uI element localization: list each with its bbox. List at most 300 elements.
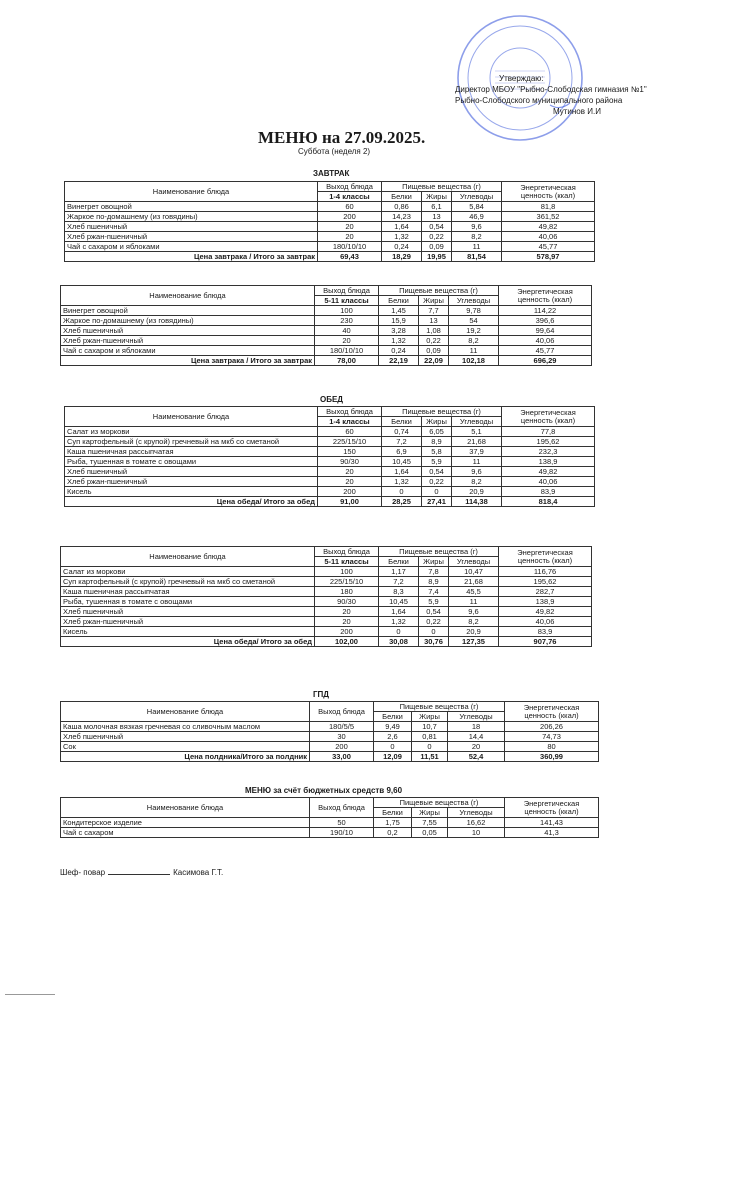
- table-row: [65, 222, 595, 232]
- col-header-carbs: Углеводы: [452, 192, 502, 202]
- col-header-fat: Жиры: [419, 557, 449, 567]
- dish-name: Кисель: [61, 627, 315, 637]
- dish-name: Хлеб пшеничный: [65, 222, 318, 232]
- dish-name: Кисель: [65, 487, 318, 497]
- fat-value: 6,05: [422, 427, 452, 437]
- dish-name: Хлеб пшеничный: [65, 467, 318, 477]
- col-header-name: Наименование блюда: [65, 407, 318, 427]
- energy-value: 206,26: [505, 722, 599, 732]
- col-header-yield: Выход блюда: [315, 286, 379, 296]
- dish-name: Салат из моркови: [65, 427, 318, 437]
- table-row: [61, 577, 592, 587]
- energy-value: 81,8: [502, 202, 595, 212]
- col-header-name: Наименование блюда: [61, 286, 315, 306]
- carbs-value: 9,6: [449, 607, 499, 617]
- protein-value: 6,9: [382, 447, 422, 457]
- section-title-budget: МЕНЮ за счёт бюджетных средств 9,60: [245, 786, 403, 795]
- protein-value: 1,64: [382, 222, 422, 232]
- table-row: [65, 202, 595, 212]
- header-row: [61, 702, 599, 712]
- total-carbs: 52,4: [448, 752, 505, 762]
- fat-value: 0,22: [419, 336, 449, 346]
- total-price: 69,43: [318, 252, 382, 262]
- carbs-value: 19,2: [449, 326, 499, 336]
- dish-name: Хлеб пшеничный: [61, 607, 315, 617]
- table-row: [65, 447, 595, 457]
- fat-value: 5,8: [422, 447, 452, 457]
- dish-yield: 60: [318, 202, 382, 212]
- chef-name: Касимова Г.Т.: [173, 868, 224, 877]
- protein-value: 1,32: [382, 232, 422, 242]
- total-carbs: 102,18: [449, 356, 499, 366]
- carbs-value: 8,2: [452, 232, 502, 242]
- protein-value: 0: [379, 627, 419, 637]
- approval-line-1: Утверждаю:: [499, 74, 544, 83]
- carbs-value: 37,9: [452, 447, 502, 457]
- protein-value: 14,23: [382, 212, 422, 222]
- col-header-energy: Энергетическая ценность (ккал): [505, 702, 599, 722]
- header-row: [65, 407, 595, 417]
- protein-value: 0,2: [374, 828, 412, 838]
- protein-value: 0,24: [382, 242, 422, 252]
- dish-yield: 200: [318, 487, 382, 497]
- dish-name: Жаркое по-домашнему (из говядины): [65, 212, 318, 222]
- protein-value: 1,32: [379, 336, 419, 346]
- carbs-value: 5,1: [452, 427, 502, 437]
- energy-value: 40,06: [499, 336, 592, 346]
- dish-name: Хлеб ржан-пшеничный: [65, 232, 318, 242]
- table-row: [61, 587, 592, 597]
- dish-name: Чай с сахаром: [61, 828, 310, 838]
- scan-edge-line: [5, 994, 55, 995]
- total-protein: 12,09: [374, 752, 412, 762]
- dish-yield: 90/30: [318, 457, 382, 467]
- col-header-name: Наименование блюда: [61, 798, 310, 818]
- protein-value: 15,9: [379, 316, 419, 326]
- energy-value: 99,64: [499, 326, 592, 336]
- col-header-carbs: Углеводы: [448, 712, 505, 722]
- carbs-value: 21,68: [449, 577, 499, 587]
- protein-value: 10,45: [382, 457, 422, 467]
- energy-value: 195,62: [499, 577, 592, 587]
- menu-table-snack: [60, 701, 599, 762]
- approval-line-4: Мутинов И.И: [553, 107, 601, 116]
- dish-yield: 200: [315, 627, 379, 637]
- carbs-value: 10: [448, 828, 505, 838]
- col-header-energy: Энергетическая ценность (ккал): [499, 547, 592, 567]
- total-row: [65, 497, 595, 507]
- total-energy: 578,97: [502, 252, 595, 262]
- section-title-breakfast: ЗАВТРАК: [313, 169, 350, 178]
- dish-name: Жаркое по-домашнему (из говядины): [61, 316, 315, 326]
- col-header-fat: Жиры: [412, 808, 448, 818]
- dish-yield: 20: [318, 467, 382, 477]
- fat-value: 0: [419, 627, 449, 637]
- carbs-value: 9,6: [452, 467, 502, 477]
- col-header-fat: Жиры: [422, 192, 452, 202]
- col-header-name: Наименование блюда: [65, 182, 318, 202]
- fat-value: 8,9: [419, 577, 449, 587]
- dish-yield: 190/10: [310, 828, 374, 838]
- carbs-value: 16,62: [448, 818, 505, 828]
- fat-value: 10,7: [412, 722, 448, 732]
- carbs-value: 20: [448, 742, 505, 752]
- table-row: [61, 722, 599, 732]
- dish-name: Хлеб пшеничный: [61, 732, 310, 742]
- table-row: [61, 742, 599, 752]
- protein-value: 7,2: [379, 577, 419, 587]
- protein-value: 0,74: [382, 427, 422, 437]
- dish-name: Хлеб ржан-пшеничный: [61, 617, 315, 627]
- energy-value: 40,06: [499, 617, 592, 627]
- total-carbs: 81,54: [452, 252, 502, 262]
- chef-signature: [60, 868, 223, 877]
- col-header-energy: Энергетическая ценность (ккал): [502, 407, 595, 427]
- energy-value: 49,82: [502, 467, 595, 477]
- col-header-protein: Белки: [379, 557, 419, 567]
- dish-yield: 90/30: [315, 597, 379, 607]
- carbs-value: 18: [448, 722, 505, 732]
- protein-value: 1,45: [379, 306, 419, 316]
- table-row: [65, 467, 595, 477]
- carbs-value: 46,9: [452, 212, 502, 222]
- dish-yield: 180/10/10: [315, 346, 379, 356]
- approval-line-2: Директор МБОУ "Рыбно-Слободская гимназия №1": [455, 85, 647, 94]
- col-header-fat: Жиры: [419, 296, 449, 306]
- table-row: [61, 732, 599, 742]
- dish-yield: 50: [310, 818, 374, 828]
- table-row: [61, 316, 592, 326]
- total-price: 102,00: [315, 637, 379, 647]
- energy-value: 40,06: [502, 232, 595, 242]
- energy-value: 361,52: [502, 212, 595, 222]
- fat-value: 5,9: [422, 457, 452, 467]
- total-fat: 22,09: [419, 356, 449, 366]
- energy-value: 141,43: [505, 818, 599, 828]
- table-row: [61, 306, 592, 316]
- dish-name: Кондитерское изделие: [61, 818, 310, 828]
- table-row: [65, 477, 595, 487]
- col-header-energy: Энергетическая ценность (ккал): [502, 182, 595, 202]
- carbs-value: 20,9: [452, 487, 502, 497]
- menu-table-lunch-5-11: [60, 546, 592, 647]
- col-header-yield: Выход блюда: [318, 182, 382, 192]
- dish-yield: 20: [315, 336, 379, 346]
- col-header-energy: Энергетическая ценность (ккал): [505, 798, 599, 818]
- col-header-nutrients: Пищевые вещества (г): [374, 702, 505, 712]
- dish-yield: 200: [318, 212, 382, 222]
- fat-value: 7,55: [412, 818, 448, 828]
- carbs-value: 21,68: [452, 437, 502, 447]
- total-carbs: 127,35: [449, 637, 499, 647]
- header-row: [61, 547, 592, 557]
- total-energy: 907,76: [499, 637, 592, 647]
- col-header-name: Наименование блюда: [61, 702, 310, 722]
- total-price: 91,00: [318, 497, 382, 507]
- protein-value: 0,24: [379, 346, 419, 356]
- menu-table-breakfast-1-4: [64, 181, 595, 262]
- col-header-grade: 5-11 классы: [315, 296, 379, 306]
- dish-yield: 225/15/10: [318, 437, 382, 447]
- carbs-value: 11: [449, 597, 499, 607]
- total-protein: 22,19: [379, 356, 419, 366]
- col-header-nutrients: Пищевые вещества (г): [382, 182, 502, 192]
- table-row: [61, 607, 592, 617]
- table-row: [65, 232, 595, 242]
- carbs-value: 10,47: [449, 567, 499, 577]
- total-carbs: 114,38: [452, 497, 502, 507]
- col-header-nutrients: Пищевые вещества (г): [382, 407, 502, 417]
- total-energy: 818,4: [502, 497, 595, 507]
- table-row: [61, 818, 599, 828]
- col-header-nutrients: Пищевые вещества (г): [379, 547, 499, 557]
- table-row: [61, 627, 592, 637]
- protein-value: 1,17: [379, 567, 419, 577]
- total-price: 78,00: [315, 356, 379, 366]
- approval-block: [455, 73, 705, 117]
- carbs-value: 11: [449, 346, 499, 356]
- dish-yield: 100: [315, 306, 379, 316]
- fat-value: 0,22: [422, 477, 452, 487]
- col-header-grade: 1-4 классы: [318, 417, 382, 427]
- energy-value: 45,77: [499, 346, 592, 356]
- dish-yield: 225/15/10: [315, 577, 379, 587]
- protein-value: 1,32: [382, 477, 422, 487]
- carbs-value: 14,4: [448, 732, 505, 742]
- dish-name: Хлеб ржан-пшеничный: [65, 477, 318, 487]
- energy-value: 83,9: [502, 487, 595, 497]
- fat-value: 7,7: [419, 306, 449, 316]
- total-label: Цена завтрака / Итого за завтрак: [61, 356, 315, 366]
- page-subtitle: Суббота (неделя 2): [298, 147, 371, 156]
- energy-value: 195,62: [502, 437, 595, 447]
- fat-value: 1,08: [419, 326, 449, 336]
- protein-value: 7,2: [382, 437, 422, 447]
- carbs-value: 8,2: [449, 336, 499, 346]
- header-row: [65, 182, 595, 192]
- table-row: [65, 242, 595, 252]
- col-header-name: Наименование блюда: [61, 547, 315, 567]
- table-row: [61, 346, 592, 356]
- dish-name: Каша молочная вязкая гречневая со сливочным маслом: [61, 722, 310, 732]
- dish-name: Салат из моркови: [61, 567, 315, 577]
- fat-value: 0,09: [422, 242, 452, 252]
- dish-name: Чай с сахаром и яблоками: [65, 242, 318, 252]
- energy-value: 49,82: [499, 607, 592, 617]
- carbs-value: 8,2: [452, 477, 502, 487]
- dish-name: Суп картофельный (с крупой) гречневый на мкб со сметаной: [61, 577, 315, 587]
- approval-line-3: Рыбно-Слободского муниципального района: [455, 96, 623, 105]
- total-row: [61, 637, 592, 647]
- energy-value: 232,3: [502, 447, 595, 457]
- dish-yield: 180/5/5: [310, 722, 374, 732]
- protein-value: 1,32: [379, 617, 419, 627]
- protein-value: 3,28: [379, 326, 419, 336]
- fat-value: 0,05: [412, 828, 448, 838]
- dish-yield: 20: [318, 232, 382, 242]
- total-label: Цена полдника/Итого за полдник: [61, 752, 310, 762]
- total-energy: 696,29: [499, 356, 592, 366]
- carbs-value: 9,6: [452, 222, 502, 232]
- col-header-nutrients: Пищевые вещества (г): [379, 286, 499, 296]
- fat-value: 5,9: [419, 597, 449, 607]
- fat-value: 8,9: [422, 437, 452, 447]
- table-row: [61, 336, 592, 346]
- table-row: [65, 427, 595, 437]
- menu-table-budget: [60, 797, 599, 838]
- col-header-grade: 5-11 классы: [315, 557, 379, 567]
- energy-value: 114,22: [499, 306, 592, 316]
- dish-yield: 20: [318, 222, 382, 232]
- col-header-grade: 1-4 классы: [318, 192, 382, 202]
- dish-name: Сок: [61, 742, 310, 752]
- energy-value: 49,82: [502, 222, 595, 232]
- page-title: МЕНЮ на 27.09.2025.: [258, 128, 426, 147]
- energy-value: 45,77: [502, 242, 595, 252]
- total-fat: 30,76: [419, 637, 449, 647]
- table-row: [61, 567, 592, 577]
- fat-value: 0,81: [412, 732, 448, 742]
- dish-name: Каша пшеничная рассыпчатая: [61, 587, 315, 597]
- table-row: [61, 326, 592, 336]
- signature-line: [108, 874, 170, 875]
- col-header-fat: Жиры: [422, 417, 452, 427]
- fat-value: 13: [422, 212, 452, 222]
- total-fat: 19,95: [422, 252, 452, 262]
- dish-name: Чай с сахаром и яблоками: [61, 346, 315, 356]
- protein-value: 0: [374, 742, 412, 752]
- fat-value: 6,1: [422, 202, 452, 212]
- protein-value: 0: [382, 487, 422, 497]
- col-header-protein: Белки: [382, 192, 422, 202]
- total-protein: 30,08: [379, 637, 419, 647]
- protein-value: 1,64: [379, 607, 419, 617]
- dish-yield: 40: [315, 326, 379, 336]
- dish-yield: 180: [315, 587, 379, 597]
- col-header-carbs: Углеводы: [449, 296, 499, 306]
- dish-yield: 20: [315, 617, 379, 627]
- dish-name: Рыба, тушенная в томате с овощами: [61, 597, 315, 607]
- dish-yield: 60: [318, 427, 382, 437]
- protein-value: 10,45: [379, 597, 419, 607]
- col-header-carbs: Углеводы: [452, 417, 502, 427]
- col-header-protein: Белки: [374, 712, 412, 722]
- col-header-protein: Белки: [374, 808, 412, 818]
- fat-value: 13: [419, 316, 449, 326]
- col-header-yield: Выход блюда: [315, 547, 379, 557]
- energy-value: 282,7: [499, 587, 592, 597]
- energy-value: 74,73: [505, 732, 599, 742]
- dish-yield: 30: [310, 732, 374, 742]
- total-label: Цена обеда/ Итого за обед: [65, 497, 318, 507]
- carbs-value: 11: [452, 242, 502, 252]
- dish-yield: 180/10/10: [318, 242, 382, 252]
- total-label: Цена завтрака / Итого за завтрак: [65, 252, 318, 262]
- total-row: [61, 752, 599, 762]
- col-header-fat: Жиры: [412, 712, 448, 722]
- header-row: [61, 798, 599, 808]
- dish-yield: 200: [310, 742, 374, 752]
- fat-value: 7,4: [419, 587, 449, 597]
- fat-value: 0,09: [419, 346, 449, 356]
- section-title-lunch: ОБЕД: [320, 395, 344, 404]
- energy-value: 83,9: [499, 627, 592, 637]
- table-row: [65, 212, 595, 222]
- carbs-value: 8,2: [449, 617, 499, 627]
- dish-yield: 20: [318, 477, 382, 487]
- energy-value: 138,9: [499, 597, 592, 607]
- col-header-carbs: Углеводы: [449, 557, 499, 567]
- table-row: [61, 828, 599, 838]
- col-header-nutrients: Пищевые вещества (г): [374, 798, 505, 808]
- protein-value: 1,64: [382, 467, 422, 477]
- chef-label: Шеф- повар: [60, 868, 106, 877]
- col-header-protein: Белки: [379, 296, 419, 306]
- energy-value: 77,8: [502, 427, 595, 437]
- carbs-value: 45,5: [449, 587, 499, 597]
- table-row: [61, 597, 592, 607]
- menu-table-lunch-1-4: [64, 406, 595, 507]
- protein-value: 8,3: [379, 587, 419, 597]
- fat-value: 0: [412, 742, 448, 752]
- table-row: [61, 617, 592, 627]
- header-row: [61, 286, 592, 296]
- fat-value: 0,22: [422, 232, 452, 242]
- fat-value: 0,54: [422, 222, 452, 232]
- col-header-yield: Выход блюда: [318, 407, 382, 417]
- protein-value: 1,75: [374, 818, 412, 828]
- total-fat: 27,41: [422, 497, 452, 507]
- total-fat: 11,51: [412, 752, 448, 762]
- total-label: Цена обеда/ Итого за обед: [61, 637, 315, 647]
- dish-name: Суп картофельный (с крупой) гречневый на мкб со сметаной: [65, 437, 318, 447]
- protein-value: 0,86: [382, 202, 422, 212]
- col-header-carbs: Углеводы: [448, 808, 505, 818]
- table-row: [65, 487, 595, 497]
- carbs-value: 9,78: [449, 306, 499, 316]
- fat-value: 7,8: [419, 567, 449, 577]
- protein-value: 9,49: [374, 722, 412, 732]
- fat-value: 0,54: [419, 607, 449, 617]
- col-header-yield: Выход блюда: [310, 702, 374, 722]
- energy-value: 396,6: [499, 316, 592, 326]
- total-protein: 28,25: [382, 497, 422, 507]
- dish-yield: 150: [318, 447, 382, 457]
- col-header-energy: Энергетическая ценность (ккал): [499, 286, 592, 306]
- dish-name: Каша пшеничная рассыпчатая: [65, 447, 318, 457]
- table-row: [65, 457, 595, 467]
- dish-name: Винегрет овощной: [61, 306, 315, 316]
- dish-yield: 20: [315, 607, 379, 617]
- dish-name: Винегрет овощной: [65, 202, 318, 212]
- dish-name: Хлеб пшеничный: [61, 326, 315, 336]
- carbs-value: 54: [449, 316, 499, 326]
- total-row: [61, 356, 592, 366]
- dish-yield: 100: [315, 567, 379, 577]
- energy-value: 41,3: [505, 828, 599, 838]
- energy-value: 80: [505, 742, 599, 752]
- col-header-protein: Белки: [382, 417, 422, 427]
- energy-value: 138,9: [502, 457, 595, 467]
- protein-value: 2,6: [374, 732, 412, 742]
- total-protein: 18,29: [382, 252, 422, 262]
- carbs-value: 20,9: [449, 627, 499, 637]
- dish-yield: 230: [315, 316, 379, 326]
- energy-value: 116,76: [499, 567, 592, 577]
- energy-value: 40,06: [502, 477, 595, 487]
- dish-name: Хлеб ржан-пшеничный: [61, 336, 315, 346]
- col-header-yield: Выход блюда: [310, 798, 374, 818]
